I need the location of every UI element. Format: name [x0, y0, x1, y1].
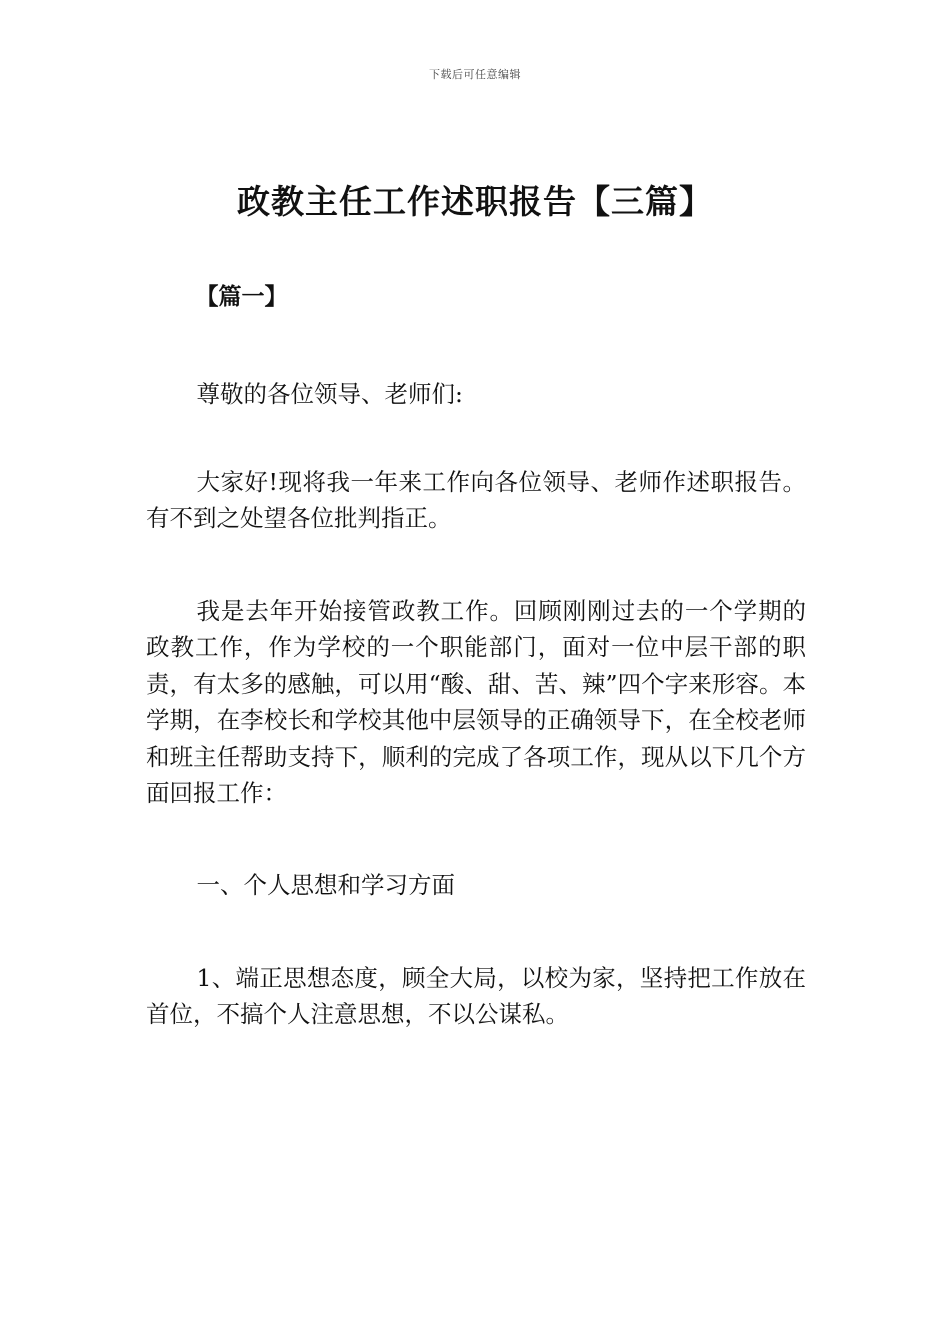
opening-paragraph: 大家好!现将我一年来工作向各位领导、老师作述职报告。有不到之处望各位批判指正。	[146, 468, 806, 533]
salutation: 尊敬的各位领导、老师们:	[196, 379, 463, 408]
document-title: 政教主任工作述职报告【三篇】	[237, 182, 713, 221]
overview-paragraph: 我是去年开始接管政教工作。回顾刚刚过去的一个学期的政教工作，作为学校的一个职能部门，面对一位中层干部的职责，有太多的感触，可以用“酸、甜、苦、辣”四个字来形容。本学期，在李校长和学校其他中层领导的正确领导下，在全校老师和班主任帮助支持下，顺利的完成了各项工作，现从以下几个方面回报工作：	[146, 596, 806, 808]
header-note: 下载后可任意编辑	[429, 68, 521, 81]
numbered-point: 1、端正思想态度，顾全大局，以校为家，坚持把工作放在首位，不搞个人注意思想，不以公谋私。	[146, 963, 806, 1029]
section-label: 【篇一】	[195, 284, 288, 310]
section-heading: 一、个人思想和学习方面	[196, 871, 456, 900]
document-body	[146, 280, 806, 1033]
